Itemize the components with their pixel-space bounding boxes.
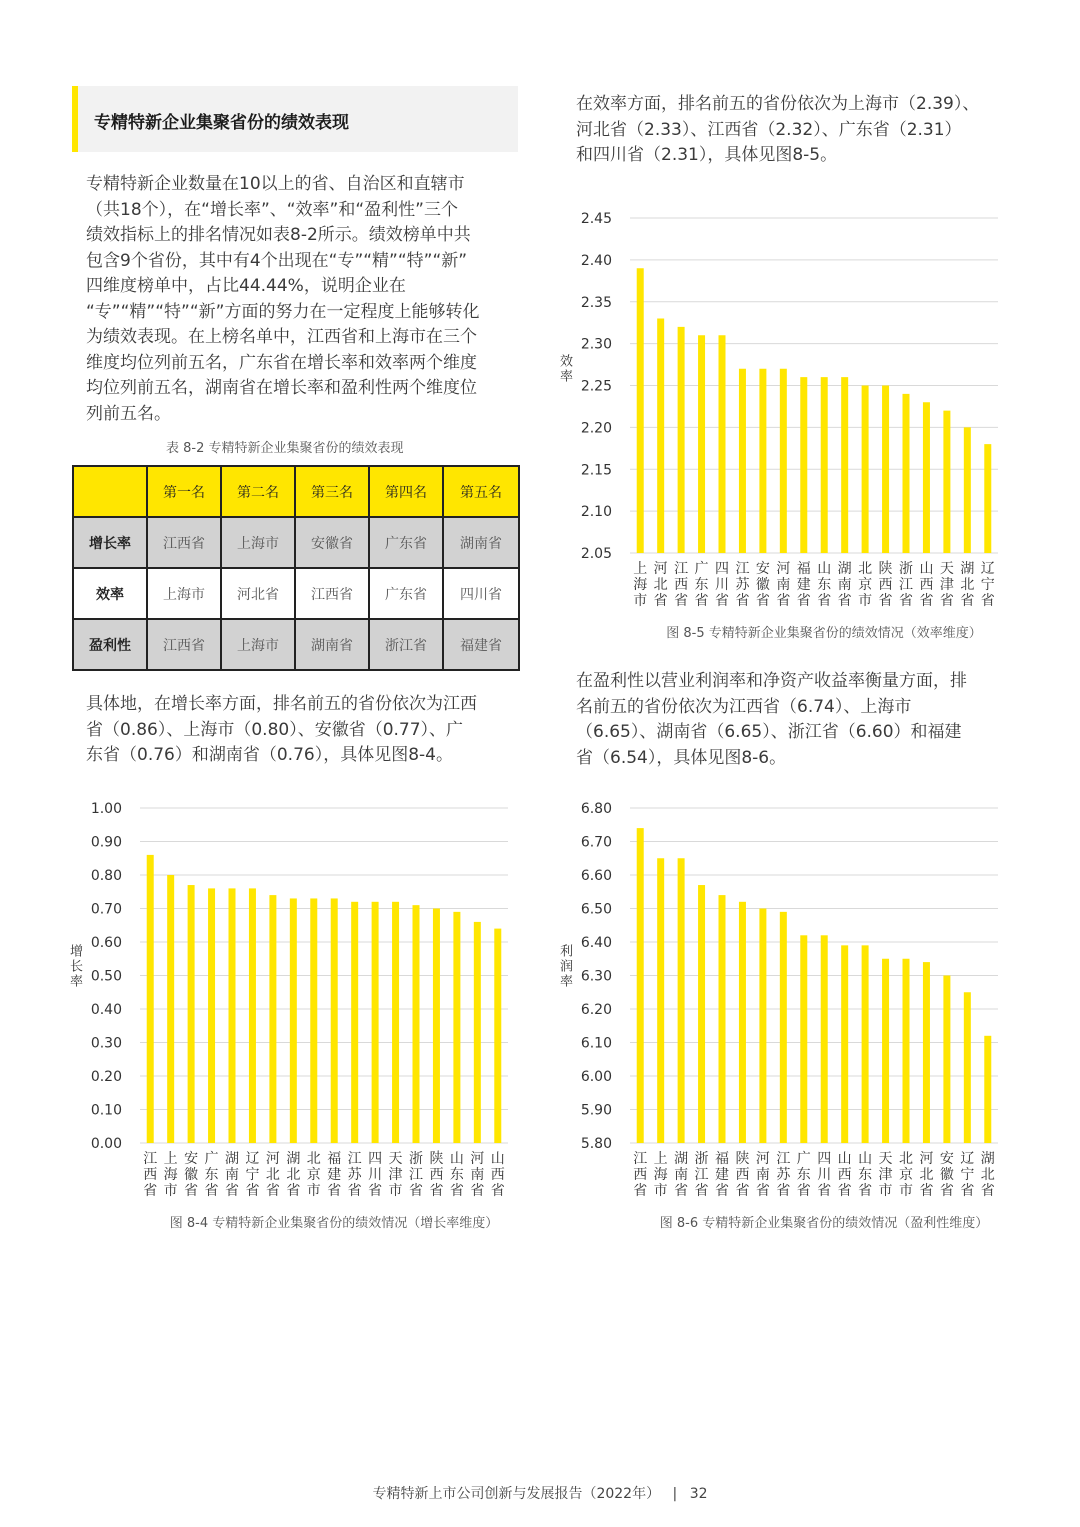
y-tick-label: 0.90 — [90, 834, 122, 851]
y-tick-label: 5.90 — [580, 1102, 612, 1119]
bar — [964, 992, 971, 1143]
bar — [188, 885, 195, 1143]
y-tick-label: 5.80 — [580, 1136, 612, 1152]
x-tick-label: 上海市 — [163, 1151, 178, 1199]
y-tick-label: 2.35 — [580, 294, 612, 311]
x-tick-label: 湖北省 — [980, 1151, 995, 1199]
x-tick-label: 广东省 — [796, 1151, 811, 1199]
x-tick-label: 河北省 — [653, 561, 668, 609]
paragraph-line: 为绩效表现。在上榜名单中，江西省和上海市在三个 — [86, 327, 477, 347]
x-tick-label: 山东省 — [858, 1151, 873, 1199]
chart-caption: 图 8-6 专精特新企业集聚省份的绩效情况（盈利性维度） — [659, 1216, 989, 1231]
table-cell: 广东省 — [369, 517, 443, 568]
x-tick-label: 天津省 — [939, 561, 954, 609]
y-tick-label: 2.40 — [580, 252, 612, 269]
x-tick-label: 上海市 — [653, 1151, 668, 1199]
x-tick-label: 河南省 — [776, 561, 791, 609]
x-tick-label: 湖北省 — [960, 561, 975, 609]
table-row — [73, 568, 519, 619]
x-tick-label: 福建省 — [715, 1151, 729, 1199]
paragraph-line: 四维度榜单中，占比44.44%，说明企业在 — [86, 276, 406, 296]
profitability-bar-chart — [540, 790, 1020, 1240]
x-tick-label: 江西省 — [143, 1151, 158, 1199]
bar — [821, 377, 828, 553]
table-cell: 河北省 — [221, 568, 295, 619]
y-tick-label: 6.80 — [580, 801, 612, 817]
y-tick-label: 2.05 — [580, 546, 612, 562]
x-tick-label: 陕西省 — [735, 1151, 750, 1199]
x-tick-label: 河北省 — [265, 1151, 280, 1199]
y-tick-label: 1.00 — [90, 801, 122, 817]
x-tick-label: 辽宁省 — [960, 1151, 975, 1199]
y-tick-label: 0.40 — [90, 1002, 122, 1018]
x-tick-label: 福建省 — [796, 561, 811, 609]
y-tick-label: 6.40 — [580, 935, 612, 951]
table-cell: 福建省 — [443, 619, 519, 670]
table-cell: 安徽省 — [295, 517, 369, 568]
page-number: 32 — [689, 1486, 708, 1502]
paragraph-line: 专精特新企业数量在10以上的省、自治区和直辖市 — [86, 174, 465, 194]
table-header-cell: 第三名 — [295, 466, 369, 517]
bar — [719, 335, 726, 553]
x-tick-label: 北京市 — [306, 1151, 321, 1199]
table-header-cell: 第四名 — [369, 466, 443, 517]
y-tick-label: 6.10 — [580, 1035, 612, 1052]
x-tick-label: 江苏省 — [776, 1151, 791, 1199]
y-tick-label: 0.50 — [90, 968, 122, 985]
footer-separator: | — [672, 1486, 678, 1502]
paragraph-line: 在盈利性以营业利润率和净资产收益率衡量方面，排 — [576, 671, 967, 691]
bar — [943, 411, 950, 553]
bar — [657, 319, 664, 554]
bar — [984, 1036, 991, 1143]
y-tick-label: 0.20 — [90, 1069, 122, 1085]
x-tick-label: 辽宁省 — [980, 561, 995, 609]
table-cell: 广东省 — [369, 568, 443, 619]
paragraph-line: 列前五名。 — [86, 403, 171, 424]
bar — [841, 377, 848, 553]
paragraph-line: 河北省（2.33）、江西省（2.32）、广东省（2.31） — [576, 119, 962, 140]
bar — [494, 929, 501, 1143]
x-tick-label: 北京市 — [858, 561, 873, 609]
x-tick-label: 山西省 — [490, 1151, 505, 1199]
x-tick-label: 安徽省 — [755, 561, 770, 609]
y-tick-label: 2.10 — [580, 504, 612, 521]
x-tick-label: 湖北省 — [286, 1151, 301, 1199]
bar — [372, 902, 379, 1143]
bar — [392, 902, 399, 1143]
footer-report-title: 专精特新上市公司创新与发展报告（2022年） — [372, 1486, 661, 1502]
bar — [310, 898, 317, 1143]
x-tick-label: 四川省 — [368, 1151, 383, 1199]
bar — [800, 935, 807, 1143]
bar — [759, 909, 766, 1144]
x-tick-label: 河北省 — [919, 1151, 934, 1199]
table-cell: 江西省 — [147, 619, 221, 670]
performance-table — [72, 465, 520, 671]
y-axis-label: 利润率 — [560, 944, 574, 990]
paragraph-line: 包含9个省份，其中有4个出现在“专”“精”“特”“新” — [86, 250, 468, 271]
paragraph-line: （共18个），在“增长率”、“效率”和“盈利性”三个 — [86, 199, 458, 220]
bar — [657, 858, 664, 1143]
y-tick-label: 0.70 — [90, 901, 122, 918]
bar — [331, 898, 338, 1143]
x-tick-label: 山东省 — [449, 1151, 464, 1199]
x-tick-label: 山西省 — [919, 561, 934, 609]
paragraph-line: 在效率方面，排名前五的省份依次为上海市（2.39）、 — [576, 94, 980, 114]
bar — [719, 895, 726, 1143]
bar — [474, 922, 481, 1143]
x-tick-label: 河南省 — [470, 1151, 485, 1199]
x-tick-label: 山东省 — [817, 561, 832, 609]
profitability-paragraph — [576, 669, 1016, 771]
chart-caption: 图 8-5 专精特新企业集聚省份的绩效情况（效率维度） — [666, 626, 982, 641]
paragraph-line: 省（0.86）、上海市（0.80）、安徽省（0.77）、广 — [86, 719, 464, 740]
table-row-label: 效率 — [73, 568, 147, 619]
x-tick-label: 安徽省 — [184, 1151, 199, 1199]
x-tick-label: 北京市 — [899, 1151, 913, 1199]
x-tick-label: 江西省 — [674, 561, 689, 609]
bar — [943, 976, 950, 1144]
bar — [269, 895, 276, 1143]
table-cell: 江西省 — [295, 568, 369, 619]
bar — [229, 888, 236, 1143]
paragraph-line: 东省（0.76）和湖南省（0.76），具体见图8-4。 — [86, 745, 453, 765]
x-tick-label: 广东省 — [204, 1151, 219, 1199]
y-tick-label: 6.00 — [580, 1069, 612, 1085]
bar — [637, 828, 644, 1143]
x-tick-label: 湖南省 — [674, 1151, 689, 1199]
y-tick-label: 6.50 — [580, 901, 612, 918]
bar — [821, 935, 828, 1143]
x-tick-label: 上海市 — [633, 561, 648, 609]
y-tick-label: 0.00 — [90, 1136, 122, 1152]
bar — [208, 888, 215, 1143]
table-row-label: 增长率 — [73, 517, 147, 568]
bar — [290, 898, 297, 1143]
x-tick-label: 山西省 — [837, 1151, 852, 1199]
bar — [903, 959, 910, 1143]
x-tick-label: 四川省 — [715, 561, 729, 609]
y-tick-label: 6.70 — [580, 834, 612, 851]
bar — [147, 855, 154, 1143]
bar — [637, 268, 644, 553]
x-tick-label: 广东省 — [694, 561, 709, 609]
y-tick-label: 2.25 — [580, 378, 612, 395]
efficiency-paragraph — [576, 92, 1016, 169]
bar — [759, 369, 766, 553]
table-cell: 上海市 — [221, 517, 295, 568]
bar — [698, 885, 705, 1143]
table-row-label: 盈利性 — [73, 619, 147, 670]
bar — [739, 369, 746, 553]
table-header-cell — [73, 466, 147, 517]
paragraph-line: 具体地，在增长率方面，排名前五的省份依次为江西 — [86, 694, 477, 714]
bar — [862, 386, 869, 554]
section-title: 专精特新企业集聚省份的绩效表现 — [94, 113, 349, 133]
table-row — [73, 517, 519, 568]
table-cell: 湖南省 — [295, 619, 369, 670]
bar — [882, 386, 889, 554]
table-row — [73, 619, 519, 670]
paragraph-line: 和四川省（2.31），具体见图8-5。 — [576, 145, 838, 165]
growth-paragraph — [86, 692, 516, 769]
x-tick-label: 陕西省 — [878, 561, 893, 609]
bar — [678, 327, 685, 553]
page-footer — [0, 1483, 1080, 1503]
y-tick-label: 6.30 — [580, 968, 612, 985]
bar — [678, 858, 685, 1143]
x-tick-label: 浙江省 — [409, 1151, 423, 1199]
x-tick-label: 福建省 — [327, 1151, 342, 1199]
paragraph-line: 维度均位列前五名，广东省在增长率和效率两个维度 — [86, 352, 477, 373]
x-tick-label: 陕西省 — [429, 1151, 444, 1199]
growth-bar-chart — [50, 790, 530, 1240]
x-tick-label: 天津市 — [878, 1151, 893, 1199]
table-cell: 上海市 — [147, 568, 221, 619]
bar — [984, 444, 991, 553]
x-tick-label: 河南省 — [755, 1151, 770, 1199]
y-axis-label: 增长率 — [70, 944, 84, 990]
bar — [167, 875, 174, 1143]
x-tick-label: 浙江省 — [899, 561, 913, 609]
x-tick-label: 湖南省 — [225, 1151, 239, 1199]
bar — [249, 888, 256, 1143]
x-tick-label: 江苏省 — [347, 1151, 362, 1199]
y-tick-label: 6.60 — [580, 868, 612, 884]
bar — [800, 377, 807, 553]
x-tick-label: 江西省 — [633, 1151, 648, 1199]
chart-caption: 图 8-4 专精特新企业集聚省份的绩效情况（增长率维度） — [169, 1216, 499, 1231]
x-tick-label: 浙江省 — [694, 1151, 709, 1199]
table-header-cell: 第五名 — [443, 466, 519, 517]
x-tick-label: 安徽省 — [939, 1151, 954, 1199]
y-tick-label: 6.20 — [580, 1002, 612, 1018]
section-header — [72, 86, 518, 152]
table-cell: 湖南省 — [443, 517, 519, 568]
paragraph-line: 绩效指标上的排名情况如表8-2所示。绩效榜单中共 — [86, 225, 471, 245]
y-tick-label: 2.20 — [580, 420, 612, 437]
paragraph-line: （6.65）、湖南省（6.65）、浙江省（6.60）和福建 — [576, 722, 962, 742]
y-tick-label: 0.30 — [90, 1035, 122, 1052]
table-cell: 浙江省 — [369, 619, 443, 670]
bar — [780, 912, 787, 1143]
bar — [780, 369, 787, 553]
bar — [433, 909, 440, 1144]
bar — [739, 902, 746, 1143]
paragraph-line: 名前五的省份依次为江西省（6.74）、上海市 — [576, 696, 912, 717]
bar — [882, 959, 889, 1143]
y-tick-label: 2.45 — [580, 211, 612, 227]
bar — [841, 945, 848, 1143]
table-header-cell: 第二名 — [221, 466, 295, 517]
table-caption: 表 8-2 专精特新企业集聚省份的绩效表现 — [166, 441, 404, 456]
x-tick-label: 天津市 — [388, 1151, 403, 1199]
y-axis-label: 效率 — [560, 354, 574, 385]
table-header-cell: 第一名 — [147, 466, 221, 517]
bar — [413, 905, 420, 1143]
paragraph-line: 均位列前五名，湖南省在增长率和盈利性两个维度位 — [86, 378, 477, 398]
bar — [453, 912, 460, 1143]
bar — [698, 335, 705, 553]
x-tick-label: 四川省 — [817, 1151, 832, 1199]
y-tick-label: 0.80 — [90, 868, 122, 884]
bar — [923, 962, 930, 1143]
x-tick-label: 江苏省 — [735, 561, 750, 609]
x-tick-label: 湖南省 — [837, 561, 852, 609]
efficiency-bar-chart — [540, 200, 1020, 650]
intro-paragraph — [86, 172, 516, 427]
table-cell: 四川省 — [443, 568, 519, 619]
bar — [964, 427, 971, 553]
x-tick-label: 辽宁省 — [245, 1151, 260, 1199]
y-tick-label: 0.60 — [90, 935, 122, 951]
table-header-row — [73, 466, 519, 517]
table-cell: 上海市 — [221, 619, 295, 670]
y-tick-label: 2.15 — [580, 462, 612, 479]
paragraph-line: “专”“精”“特”“新”方面的努力在一定程度上能够转化 — [86, 301, 480, 322]
paragraph-line: 省（6.54），具体见图8-6。 — [576, 747, 787, 768]
bar — [862, 945, 869, 1143]
y-tick-label: 2.30 — [580, 336, 612, 353]
y-tick-label: 0.10 — [90, 1102, 122, 1119]
bar — [923, 402, 930, 553]
table-cell: 江西省 — [147, 517, 221, 568]
bar — [351, 902, 358, 1143]
bar — [903, 394, 910, 553]
